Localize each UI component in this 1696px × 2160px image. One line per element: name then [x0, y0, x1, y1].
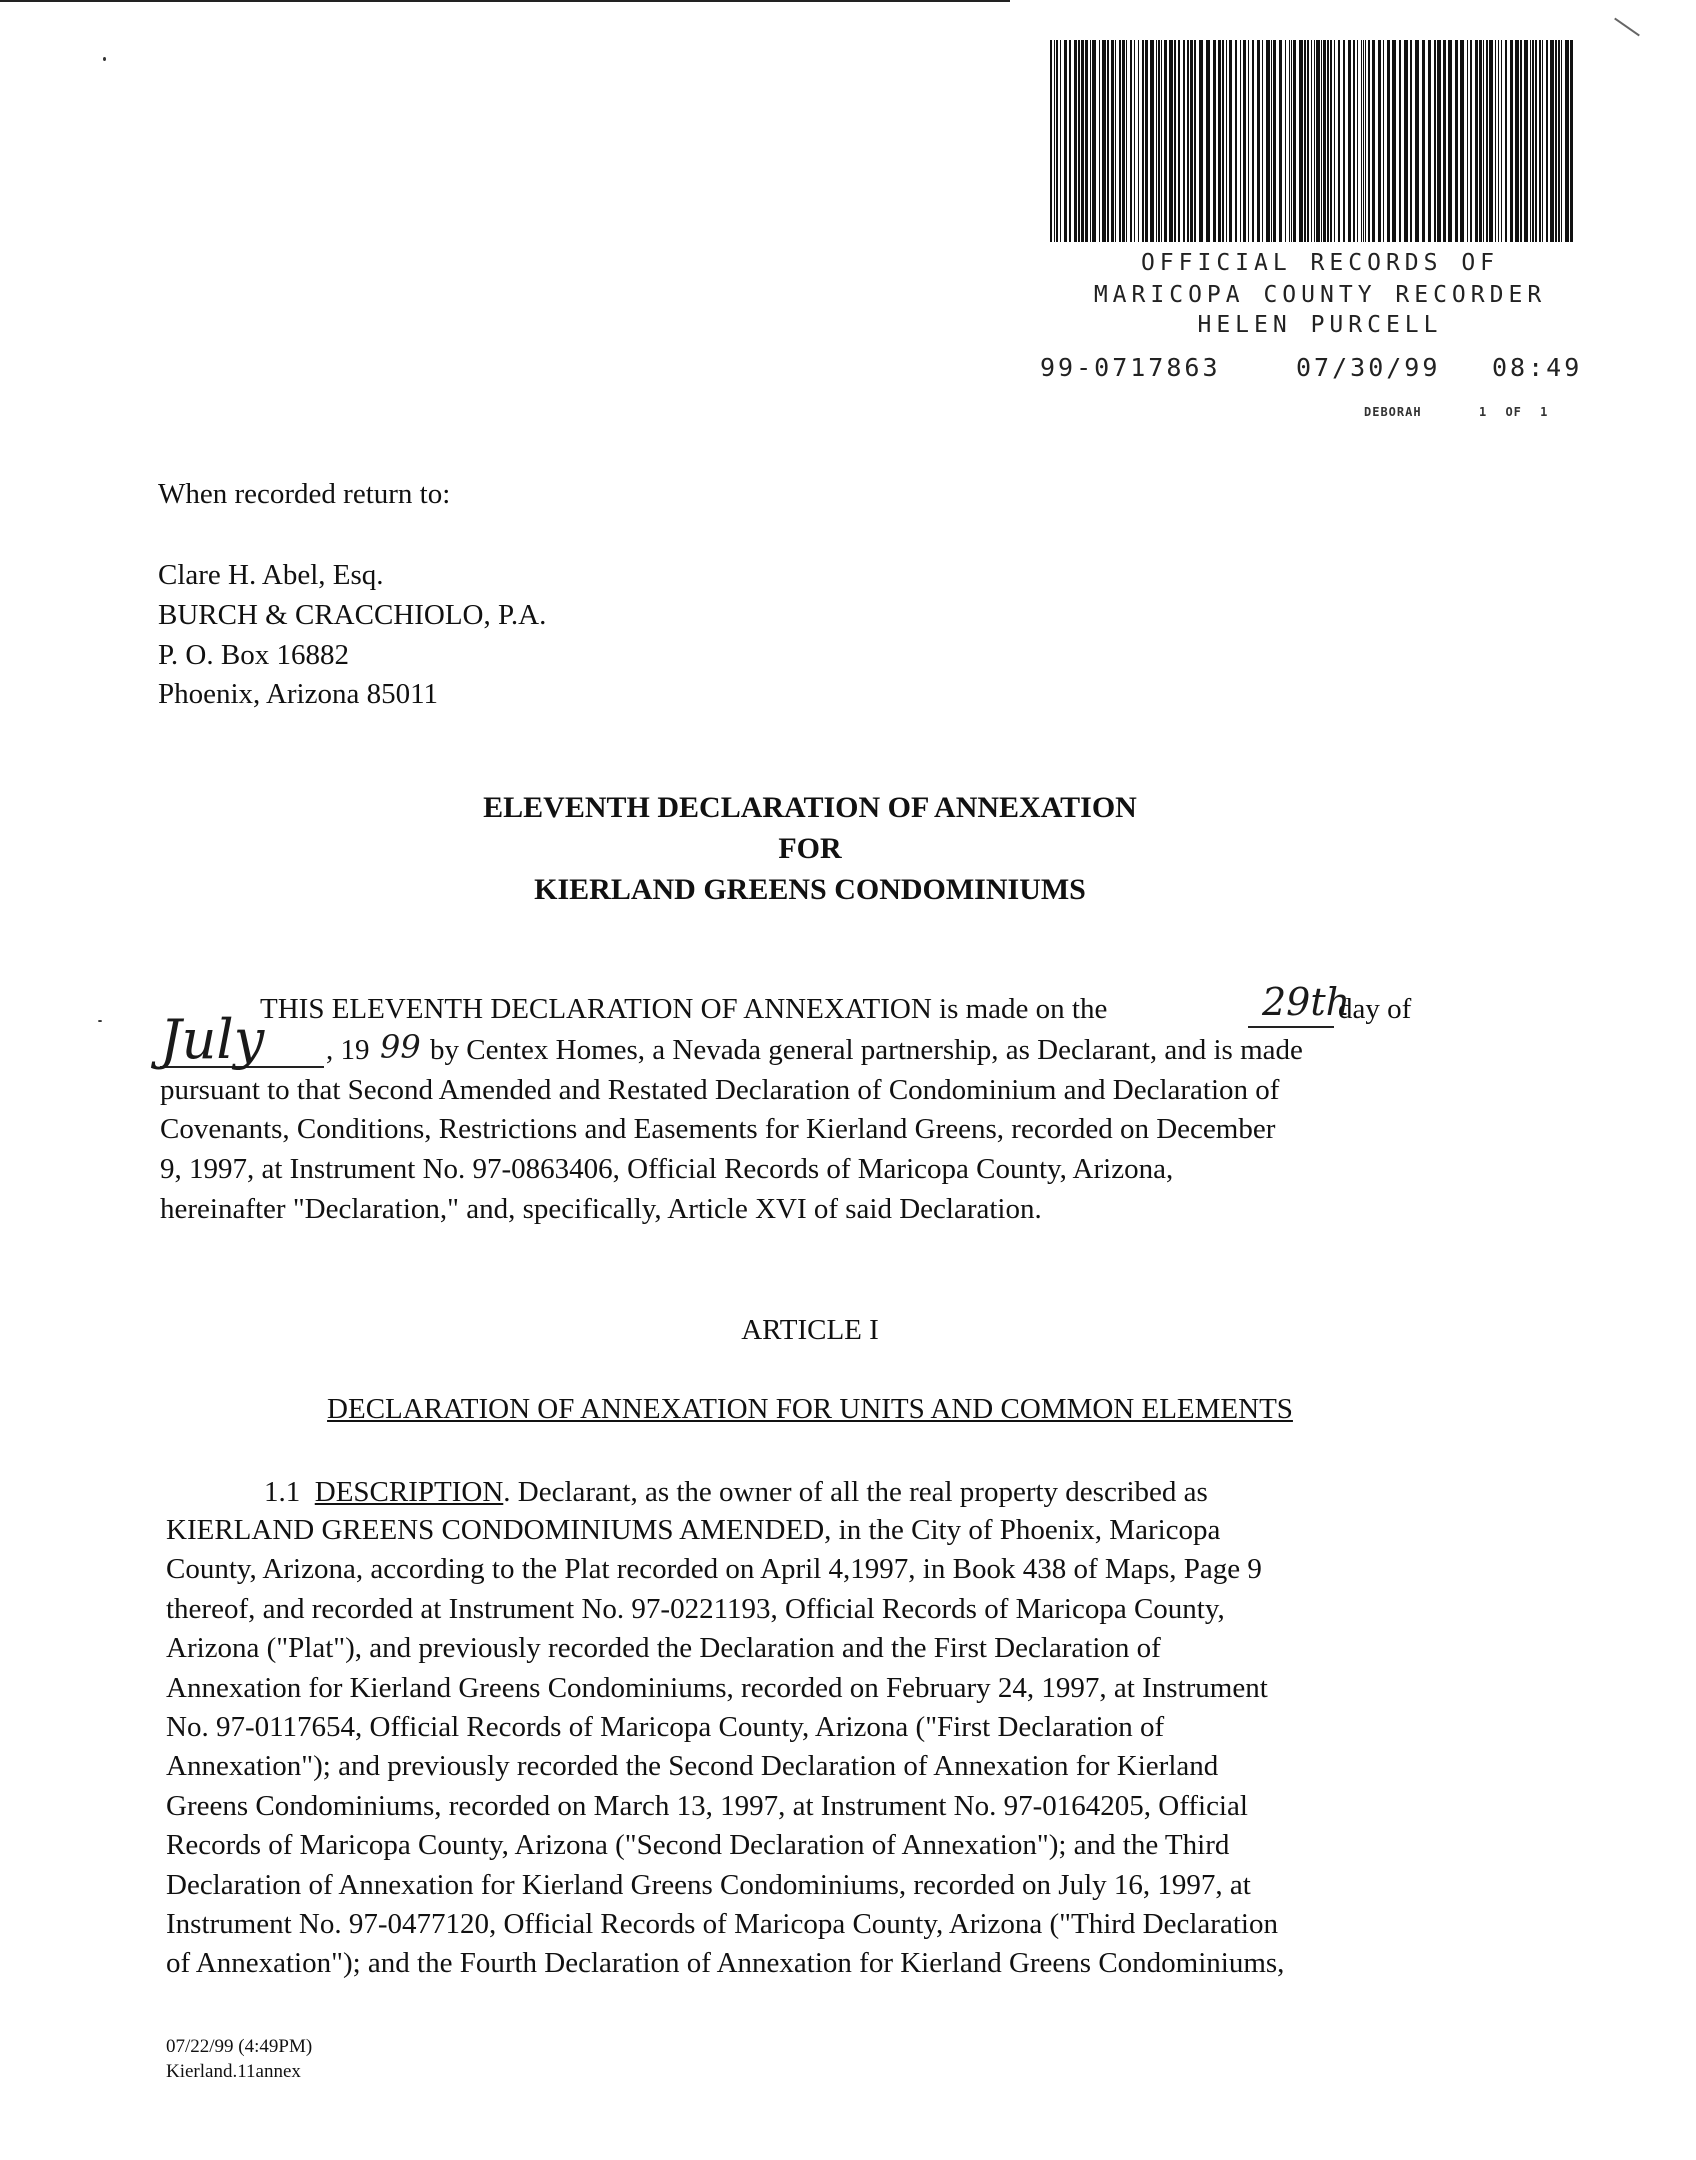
barcode-bar [1142, 40, 1144, 242]
document-title-line1: ELEVENTH DECLARATION OF ANNEXATION [483, 791, 1137, 824]
intro-text-seg4: by Centex Homes, a Nevada general partnership, as Declarant, and is made [430, 1034, 1303, 1066]
scan-speck [98, 1020, 102, 1022]
barcode-bar [1378, 40, 1381, 242]
section-label: DESCRIPTION [314, 1476, 504, 1508]
barcode-bar [1338, 40, 1340, 242]
return-to-name: Clare H. Abel, Esq. [158, 559, 384, 591]
scan-edge-mark [1614, 18, 1640, 37]
recording-number: 99-0717863 [1040, 353, 1221, 382]
barcode-bar [1428, 40, 1431, 242]
barcode-bar [1190, 40, 1193, 242]
barcode-bar [1115, 40, 1116, 242]
article-subheading-wrap [210, 1393, 1410, 1426]
barcode-bar [1235, 40, 1237, 242]
barcode-bar [1479, 40, 1482, 242]
barcode-bar [1343, 40, 1345, 242]
barcode-bar [1455, 40, 1458, 242]
barcode-bar [1404, 40, 1408, 242]
barcode-bar [1304, 40, 1306, 242]
barcode-bar [1161, 40, 1162, 242]
barcode-bar [1187, 40, 1189, 242]
scan-speck [103, 57, 106, 61]
barcode-bar [1183, 40, 1185, 242]
intro-line5: 9, 1997, at Instrument No. 97-0863406, Official Records of Maricopa County, Arizona, [160, 1153, 1174, 1185]
barcode-bar [1194, 40, 1196, 242]
barcode-bar [1387, 40, 1390, 242]
barcode-bar [1489, 40, 1493, 242]
recorder-stamp-line1: OFFICIAL RECORDS OF [1140, 250, 1500, 276]
body-line: County, Arizona, according to the Plat recorded on April 4,1997, in Book 438 of Maps, Page 9 [166, 1553, 1262, 1586]
barcode-bar [1539, 40, 1541, 242]
barcode-bar [1363, 40, 1364, 242]
barcode-bar [1174, 40, 1176, 242]
barcode-bar [1383, 40, 1384, 242]
recording-page-count: 1 OF 1 [1479, 405, 1549, 419]
barcode-bar [1348, 40, 1351, 242]
barcode-bar [1226, 40, 1227, 242]
barcode-bar [1218, 40, 1221, 242]
barcode-bar [1570, 40, 1573, 242]
barcode-bar [1285, 40, 1286, 242]
barcode-bar [1443, 40, 1446, 242]
document-title-line2: FOR [778, 832, 842, 865]
section-1-1-body [166, 1511, 1466, 1984]
barcode-bar [1415, 40, 1419, 242]
body-line: Arizona ("Plat"), and previously recorded the Declaration and the First Declaration of [166, 1632, 1161, 1665]
barcode-bar [1316, 40, 1320, 242]
footer-filename: Kierland.11annex [166, 2061, 301, 2082]
barcode-bar [1248, 40, 1249, 242]
day-blank-line [1248, 1026, 1334, 1028]
barcode-bar [1291, 40, 1292, 242]
recording-clerk: DEBORAH [1364, 405, 1422, 419]
barcode-bar [1515, 40, 1519, 242]
return-to-firm: BURCH & CRACCHIOLO, P.A. [158, 599, 547, 631]
barcode-bar [1368, 40, 1370, 242]
barcode-bar [1505, 40, 1507, 242]
barcode-bar [1475, 40, 1478, 242]
barcode-bar [1330, 40, 1332, 242]
barcode-bar [1130, 40, 1132, 242]
barcode-bar [1535, 40, 1537, 242]
barcode-bar [1327, 40, 1329, 242]
barcode-bar [1156, 40, 1157, 242]
body-line: Declaration of Annexation for Kierland Greens Condominiums, recorded on July 16, 1997, at [166, 1868, 1251, 1901]
barcode-bar [1448, 40, 1452, 242]
barcode-bar [1074, 40, 1077, 242]
intro-text-seg1: THIS ELEVENTH DECLARATION OF ANNEXATION is made on the [260, 993, 1108, 1025]
barcode-bar [1222, 40, 1224, 242]
article-heading: ARTICLE I [741, 1314, 879, 1346]
handwritten-month: July [160, 1008, 265, 1071]
return-to-heading: When recorded return to: [158, 478, 451, 510]
barcode-bar [1145, 40, 1148, 242]
barcode-bar [1257, 40, 1260, 242]
barcode-bar [1289, 40, 1290, 242]
document-title-line3: KIERLAND GREENS CONDOMINIUMS [534, 873, 1086, 906]
barcode-bar [1134, 40, 1135, 242]
barcode-bar [1271, 40, 1272, 242]
barcode-bar [1561, 40, 1562, 242]
barcode-bar [1119, 40, 1121, 242]
barcode-bar [1252, 40, 1254, 242]
body-line: KIERLAND GREENS CONDOMINIUMS AMENDED, in the City of Phoenix, Maricopa [166, 1514, 1221, 1546]
section-1-1-first-line [264, 1473, 1208, 1512]
barcode-bar [1199, 40, 1203, 242]
barcode-bar [1314, 40, 1315, 242]
barcode-bar [1064, 40, 1067, 242]
barcode-bar [1169, 40, 1173, 242]
barcode-bar [1262, 40, 1263, 242]
barcode-bar [1532, 40, 1534, 242]
section-number: 1.1 [264, 1476, 301, 1508]
barcode-bar [1467, 40, 1468, 242]
barcode-bar [1546, 40, 1548, 242]
body-line: Records of Maricopa County, Arizona ("Second Declaration of Annexation"); and the Third [166, 1829, 1230, 1862]
body-line: Annexation for Kierland Greens Condominiums, recorded on February 24, 1997, at Instrument [166, 1671, 1268, 1704]
barcode-bar [1126, 40, 1127, 242]
barcode-bar [1392, 40, 1396, 242]
barcode-bar [1092, 40, 1096, 242]
handwritten-day: 29th [1262, 980, 1351, 1024]
barcode-bar [1422, 40, 1425, 242]
intro-text-seg2: day of [1338, 993, 1412, 1025]
barcode-bar [1056, 40, 1058, 242]
barcode-bar [1085, 40, 1088, 242]
barcode-bar [1099, 40, 1100, 242]
barcode-bar [1081, 40, 1084, 242]
barcode-bar [1150, 40, 1154, 242]
barcode-bar [1558, 40, 1560, 242]
barcode-bar [1054, 40, 1055, 242]
barcode-bar [1495, 40, 1496, 242]
barcode-bar [1164, 40, 1167, 242]
barcode-bar [1483, 40, 1484, 242]
barcode-bar [1357, 40, 1358, 242]
barcode-bar [1060, 40, 1061, 242]
footer-timestamp: 07/22/99 (4:49PM) [166, 2036, 313, 2057]
body-line: Instrument No. 97-0477120, Official Records of Maricopa County, Arizona ("Third Declaration [166, 1907, 1278, 1940]
barcode-bar [1365, 40, 1366, 242]
article-subheading: DECLARATION OF ANNEXATION FOR UNITS AND COMMON ELEMENTS [327, 1393, 1293, 1425]
barcode-bar [1520, 40, 1522, 242]
barcode-bar [1138, 40, 1139, 242]
body-line: Annexation"); and previously recorded the Second Declaration of Annexation for Kierland [166, 1750, 1219, 1783]
barcode-bar [1372, 40, 1375, 242]
barcode-bar [1102, 40, 1106, 242]
barcode-bar [1550, 40, 1554, 242]
intro-text-seg3: , 19 [326, 1034, 370, 1066]
barcode-bar [1240, 40, 1241, 242]
scan-top-rule [0, 0, 1010, 2]
intro-line4: Covenants, Conditions, Restrictions and Easements for Kierland Greens, recorded on December [160, 1113, 1276, 1145]
barcode-bar [1307, 40, 1309, 242]
barcode-bar [1090, 40, 1091, 242]
barcode-bar [1323, 40, 1326, 242]
barcode-bar [1410, 40, 1412, 242]
section-lead-text: . Declarant, as the owner of all the real property described as [503, 1476, 1208, 1508]
barcode-bar [1213, 40, 1216, 242]
barcode-bar [1111, 40, 1114, 242]
barcode-bar [1498, 40, 1499, 242]
barcode-bar [1437, 40, 1441, 242]
barcode-bar [1524, 40, 1528, 242]
barcode-bar [1542, 40, 1543, 242]
barcode-bar [1273, 40, 1276, 242]
barcode-bar [1266, 40, 1270, 242]
barcode-bar [1279, 40, 1282, 242]
return-to-po-box: P. O. Box 16882 [158, 639, 349, 671]
body-line: Greens Condominiums, recorded on March 13, 1997, at Instrument No. 97-0164205, Official [166, 1789, 1248, 1822]
barcode-bar [1069, 40, 1071, 242]
barcode-bar [1158, 40, 1160, 242]
barcode-bar [1470, 40, 1472, 242]
barcode-bar [1361, 40, 1362, 242]
barcode-bar [1555, 40, 1557, 242]
barcode-bar [1311, 40, 1312, 242]
barcode-bar [1078, 40, 1080, 242]
barcode-bar [1486, 40, 1488, 242]
barcode-bar [1434, 40, 1436, 242]
barcode-bar [1321, 40, 1322, 242]
recording-date: 07/30/99 [1296, 353, 1441, 382]
recording-time: 08:49 [1492, 353, 1583, 382]
barcode-bar [1107, 40, 1109, 242]
barcode-bar [1510, 40, 1513, 242]
barcode-bar [1206, 40, 1210, 242]
body-line: No. 97-0117654, Official Records of Maricopa County, Arizona ("First Declaration of [166, 1710, 1165, 1743]
body-line: thereof, and recorded at Instrument No. 97-0221193, Official Records of Maricopa County, [166, 1592, 1225, 1625]
barcode-bar [1334, 40, 1335, 242]
barcode-bar [1299, 40, 1303, 242]
barcode-bar [1293, 40, 1296, 242]
barcode-bar [1501, 40, 1502, 242]
intro-line3: pursuant to that Second Amended and Restated Declaration of Condominium and Declaration of [160, 1074, 1280, 1106]
barcode-bar [1243, 40, 1246, 242]
barcode-bar [1565, 40, 1569, 242]
barcode-image [1046, 40, 1578, 242]
recorder-stamp-line3: HELEN PURCELL [1197, 312, 1443, 338]
barcode-bar [1460, 40, 1464, 242]
barcode-bar [1229, 40, 1232, 242]
barcode-bar [1353, 40, 1355, 242]
intro-line6: hereinafter "Declaration," and, specifically, Article XVI of said Declaration. [160, 1193, 1042, 1225]
recorder-stamp-line2: MARICOPA COUNTY RECORDER [1093, 282, 1547, 308]
handwritten-year: 99 [380, 1028, 421, 1066]
barcode-bar [1399, 40, 1401, 242]
barcode-bar [1530, 40, 1531, 242]
body-line: of Annexation"); and the Fourth Declaration of Annexation for Kierland Greens Condominiums, [166, 1947, 1285, 1980]
barcode-bar [1050, 40, 1052, 242]
barcode-bar [1122, 40, 1125, 242]
barcode-bar [1178, 40, 1180, 242]
return-to-city: Phoenix, Arizona 85011 [158, 678, 439, 710]
